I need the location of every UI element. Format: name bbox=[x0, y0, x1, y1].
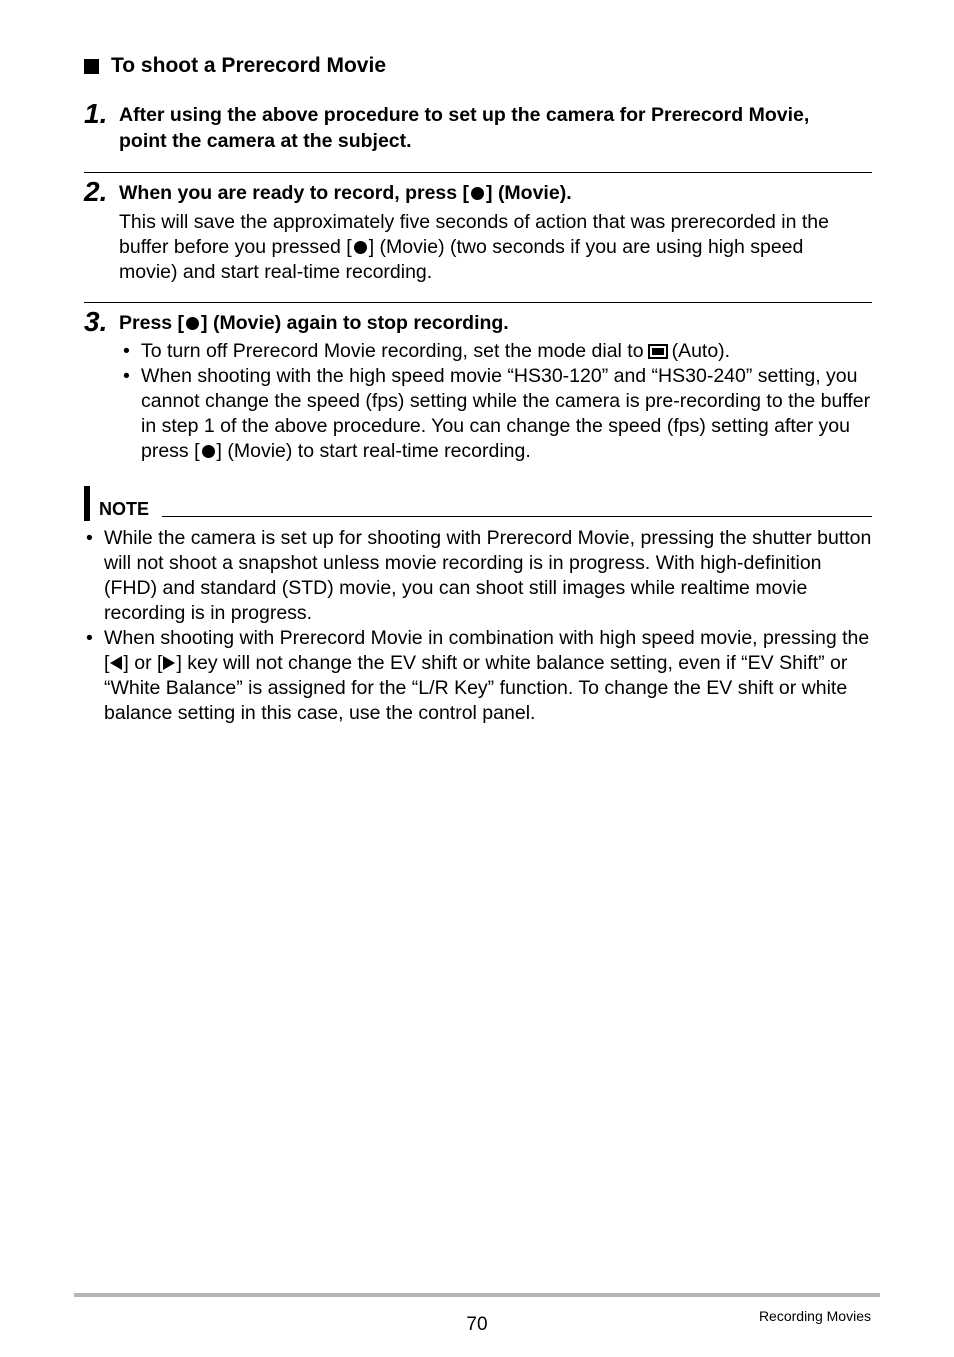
step-1-title: After using the above procedure to set up the camera for Prerecord Movie, point the camera at the subject. bbox=[119, 104, 810, 152]
movie-button-icon bbox=[186, 317, 199, 330]
step-divider bbox=[84, 172, 872, 173]
movie-button-icon bbox=[354, 241, 367, 254]
list-item: • To turn off Prerecord Movie recording, set the mode dial to (Auto). bbox=[119, 339, 874, 364]
note-list bbox=[82, 526, 872, 726]
note-bar bbox=[84, 486, 90, 521]
left-arrow-icon bbox=[110, 656, 122, 670]
step-2-body: This will save the approximately five seconds of action that was prerecorded in the buffer before you pressed [ ] (Movie) (two seconds if you are using high speed movie) and start real-time recording. bbox=[119, 211, 829, 283]
list-item: • While the camera is set up for shooting with Prerecord Movie, pressing the shutter button will not shoot a snapshot unless movie recording is in progress. With high-definition (FHD) and standard (STD) movie, you can shoot still images while realtime movie recording is in progress. bbox=[82, 526, 872, 626]
step-divider bbox=[84, 302, 872, 303]
step-2-title: When you are ready to record, press [ ] (Movie). bbox=[119, 182, 572, 204]
step-3-title: Press [ ] (Movie) again to stop recording. bbox=[119, 312, 509, 334]
movie-button-icon bbox=[471, 187, 484, 200]
section-heading bbox=[84, 54, 386, 78]
page-number: 70 bbox=[466, 1314, 488, 1335]
note-label: NOTE bbox=[99, 499, 150, 519]
section-title: To shoot a Prerecord Movie bbox=[111, 54, 386, 77]
footer-divider bbox=[74, 1293, 880, 1297]
right-arrow-icon bbox=[163, 656, 175, 670]
list-item: • When shooting with Prerecord Movie in combination with high speed movie, pressing the [ ] or [ ] key will not change the EV shift or white balance setting, even if “EV Shift” or “White Balance” is assigned for the “L/R Key” function. To change the EV shift or white balance setting in this case, use the control panel. bbox=[82, 626, 872, 726]
step-1-number: 1. bbox=[84, 98, 108, 129]
footer-section-name: Recording Movies bbox=[758, 1308, 871, 1324]
step-3-number: 3. bbox=[84, 306, 108, 337]
list-item: • When shooting with the high speed movie “HS30-120” and “HS30-240” setting, you cannot change the speed (fps) setting while the camera is pre-recording to the buffer in step 1 of the above procedure. You can change the speed (fps) setting after you press [ ] (Movie) to start real-time recording. bbox=[119, 364, 874, 464]
step-3-bullets bbox=[119, 339, 874, 464]
square-bullet-icon bbox=[84, 59, 99, 74]
movie-button-icon bbox=[202, 445, 215, 458]
note-divider bbox=[162, 516, 872, 517]
step-2-number: 2. bbox=[84, 176, 108, 207]
auto-mode-icon bbox=[648, 344, 668, 359]
